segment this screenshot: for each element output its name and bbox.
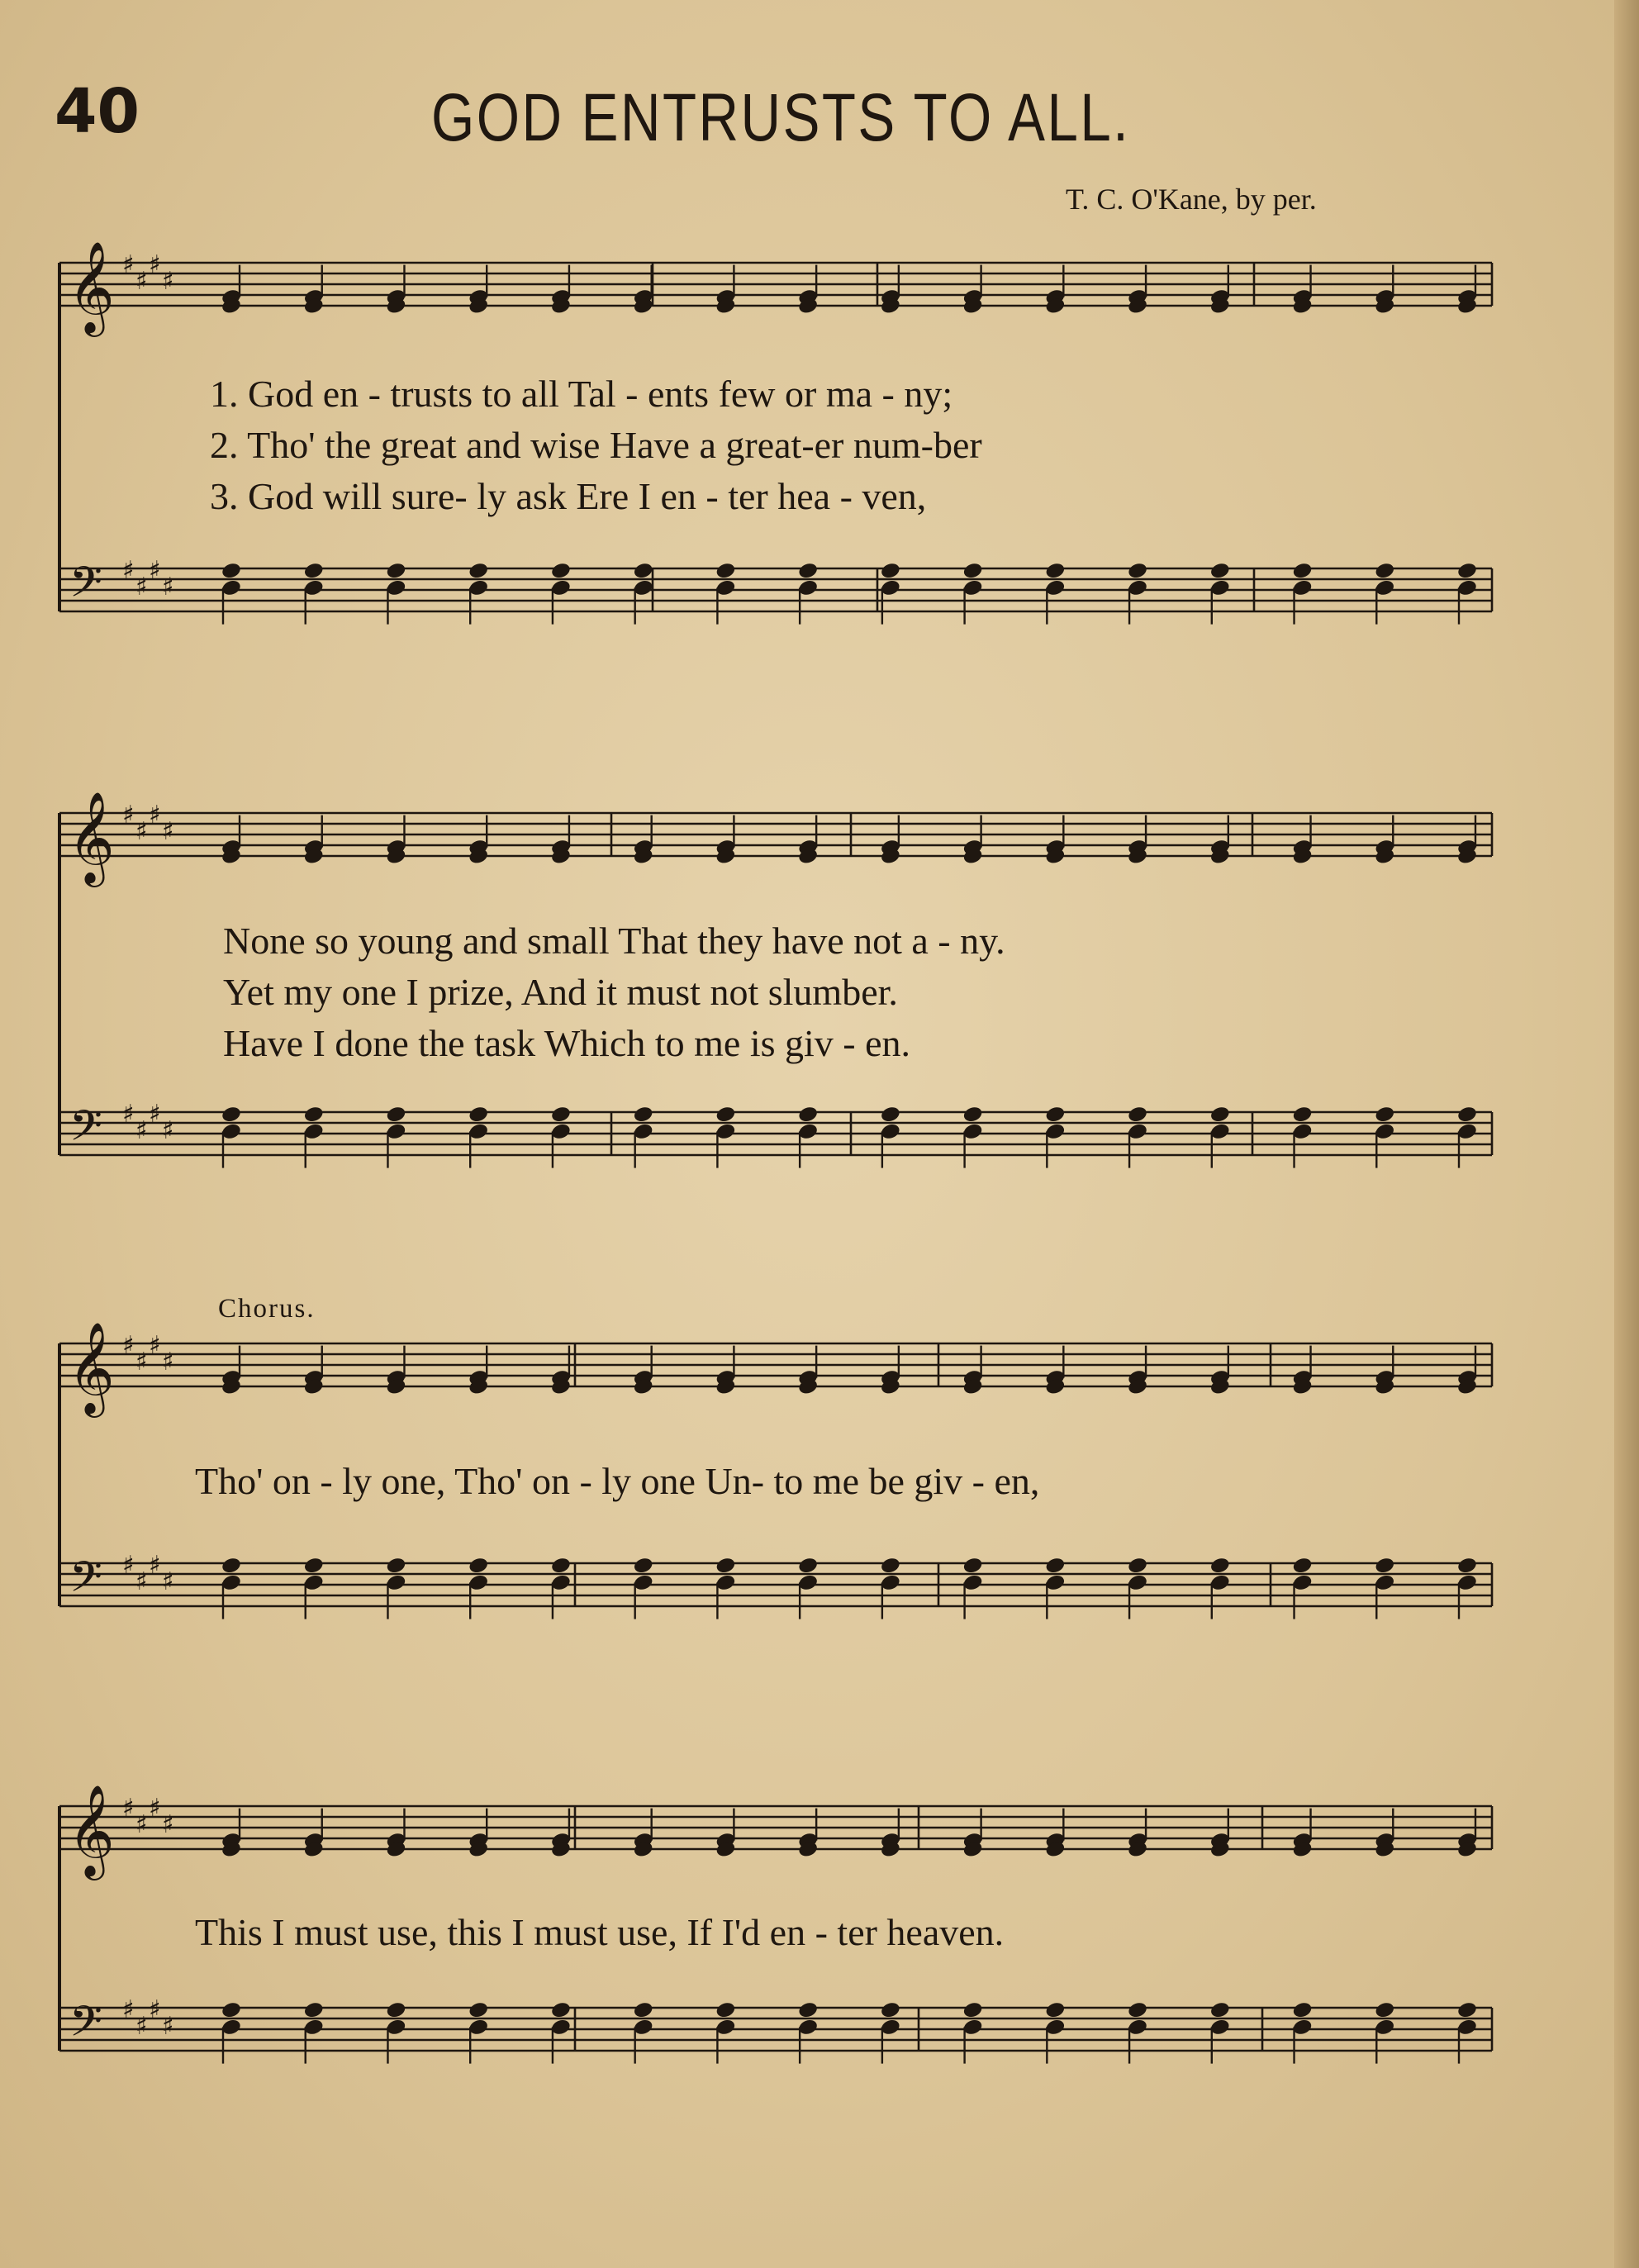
- svg-text:♯: ♯: [149, 1794, 161, 1823]
- hymn-title: GOD ENTRUSTS TO ALL.: [431, 80, 1131, 155]
- chorus-line-1: Tho' on - ly one, Tho' on - ly one Un- to me be giv - en,: [195, 1460, 1040, 1502]
- verse-2-line-1: 2. Tho' the great and wise Have a great-er num-ber: [210, 424, 982, 466]
- verse-3-line-2: Have I done the task Which to me is giv - en.: [223, 1022, 911, 1064]
- svg-text:♯: ♯: [162, 817, 174, 846]
- svg-text:𝄞: 𝄞: [68, 1321, 115, 1414]
- svg-text:♯: ♯: [135, 573, 148, 601]
- svg-text:𝄞: 𝄞: [68, 240, 115, 333]
- svg-text:♯: ♯: [149, 556, 161, 585]
- svg-text:♯: ♯: [162, 267, 174, 296]
- svg-text:♯: ♯: [135, 817, 148, 846]
- svg-text:♯: ♯: [122, 1995, 135, 2024]
- svg-text:♯: ♯: [162, 2012, 174, 2041]
- svg-text:♯: ♯: [162, 1810, 174, 1839]
- svg-text:♯: ♯: [149, 1100, 161, 1129]
- svg-text:♯: ♯: [149, 801, 161, 830]
- svg-text:♯: ♯: [122, 1794, 135, 1823]
- svg-text:♯: ♯: [149, 250, 161, 279]
- svg-text:♯: ♯: [162, 1567, 174, 1596]
- composer-credit: T. C. O'Kane, by per.: [1066, 183, 1317, 216]
- svg-text:♯: ♯: [122, 801, 135, 830]
- svg-text:♯: ♯: [135, 1116, 148, 1145]
- svg-text:♯: ♯: [135, 1348, 148, 1376]
- svg-text:𝄞: 𝄞: [68, 791, 115, 883]
- svg-text:♯: ♯: [135, 2012, 148, 2041]
- svg-text:♯: ♯: [122, 1331, 135, 1360]
- svg-text:𝄞: 𝄞: [68, 1784, 115, 1876]
- svg-text:♯: ♯: [149, 1331, 161, 1360]
- svg-text:♯: ♯: [135, 1810, 148, 1839]
- svg-text:♯: ♯: [122, 1100, 135, 1129]
- verse-1-line-2: None so young and small That they have not a - ny.: [223, 920, 1005, 962]
- verse-1-line-1: 1. God en - trusts to all Tal - ents few or ma - ny;: [210, 373, 953, 415]
- svg-text:♯: ♯: [162, 1116, 174, 1145]
- chorus-label: Chorus.: [218, 1294, 316, 1324]
- chorus-line-2: This I must use, this I must use, If I'd en - ter heaven.: [195, 1911, 1005, 1953]
- svg-text:♯: ♯: [135, 1567, 148, 1596]
- page-number: 40: [55, 76, 140, 147]
- svg-text:♯: ♯: [122, 250, 135, 279]
- svg-text:♯: ♯: [162, 573, 174, 601]
- svg-text:♯: ♯: [122, 1551, 135, 1580]
- svg-text:𝄢: 𝄢: [69, 1552, 102, 1612]
- svg-text:𝄢: 𝄢: [69, 1101, 102, 1161]
- verse-3-line-1: 3. God will sure- ly ask Ere I en - ter hea - ven,: [210, 475, 927, 517]
- svg-text:♯: ♯: [162, 1348, 174, 1376]
- svg-text:♯: ♯: [135, 267, 148, 296]
- staff-lines: [59, 263, 1492, 2064]
- svg-text:♯: ♯: [149, 1995, 161, 2024]
- verse-2-line-2: Yet my one I prize, And it must not slumber.: [223, 971, 898, 1013]
- svg-text:♯: ♯: [149, 1551, 161, 1580]
- svg-text:♯: ♯: [122, 556, 135, 585]
- svg-text:𝄢: 𝄢: [69, 557, 102, 617]
- svg-text:𝄢: 𝄢: [69, 1996, 102, 2056]
